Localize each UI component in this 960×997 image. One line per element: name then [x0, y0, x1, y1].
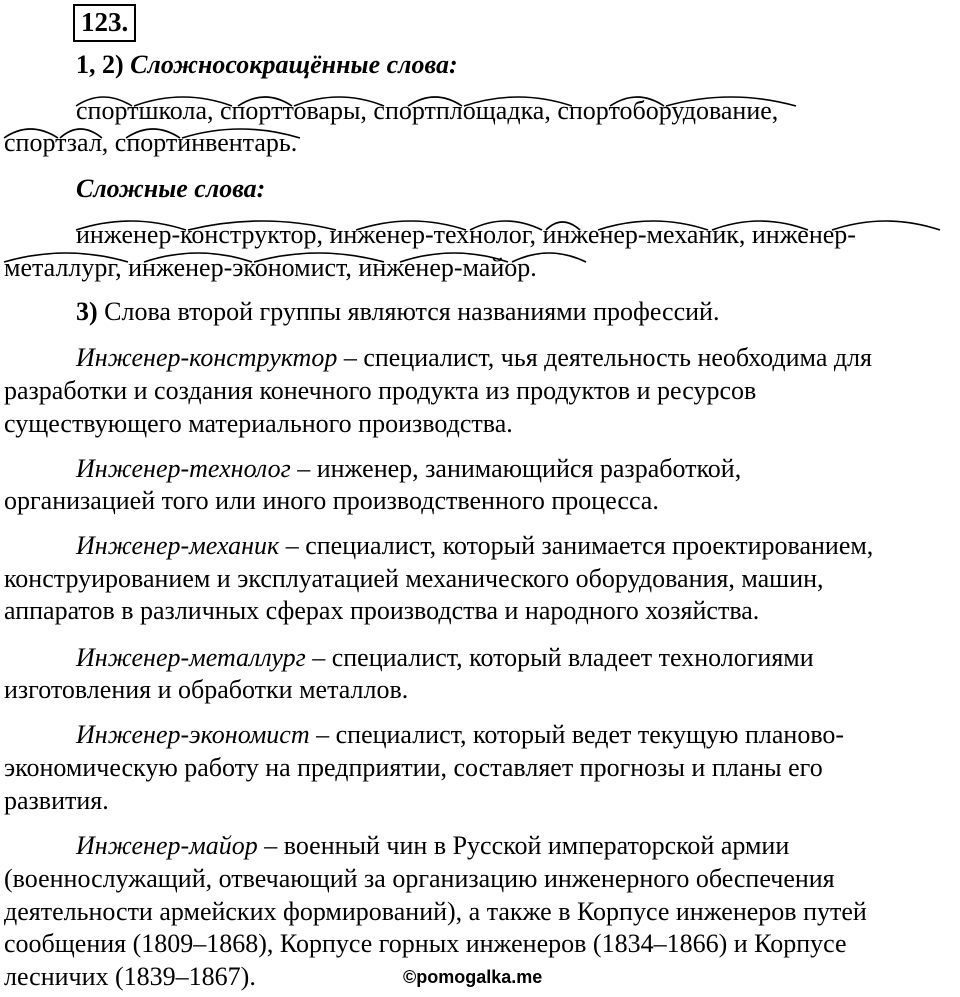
section1-words-line1: спортшкола, спорттовары, спортплощадка, спортоборудование,	[76, 96, 779, 125]
definition-line: организацией того или иного производственного процесса.	[4, 486, 659, 515]
section1-heading	[76, 50, 960, 80]
section1-words-line2: спортзал, спортинвентарь.	[4, 128, 298, 157]
definition-line: развития.	[4, 786, 109, 815]
section2-words-line2: металлург, инженер-экономист, инженер-майор.	[4, 253, 537, 282]
definition-line: деятельности армейских формирований), а также в Корпусе инженеров путей	[4, 897, 867, 926]
definition-term: Инженер-металлург	[76, 643, 306, 672]
definition-first-line	[76, 831, 960, 861]
definition-line: изготовления и обработки металлов.	[4, 675, 409, 704]
section3-text: Слова второй группы являются названиями профессий.	[104, 297, 720, 326]
definition-line: сообщения (1809–1868), Корпусе горных инженеров (1834–1866) и Корпусе	[4, 929, 847, 958]
definition-line: экономическую работу на предприятии, составляет прогнозы и планы его	[4, 753, 823, 782]
definition-text: – специалист, который владеет технологиями	[312, 643, 814, 672]
definition-line: разработки и создания конечного продукта из продуктов и ресурсов	[4, 376, 757, 405]
definition-term: Инженер-технолог	[76, 454, 291, 483]
section3-number: 3)	[76, 297, 98, 326]
section3-statement	[76, 297, 960, 327]
watermark: ©pomogalka.me	[403, 967, 543, 987]
section2-words-line1: инженер-конструктор, инженер-технолог, инженер-механик, инженер-	[76, 220, 856, 249]
definition-line: лесничих (1839–1867).	[4, 962, 256, 991]
definition-text: – инженер, занимающийся разработкой,	[297, 454, 742, 483]
definition-term: Инженер-майор	[76, 831, 258, 860]
exercise-number: 123.	[73, 4, 136, 42]
definition-term: Инженер-экономист	[76, 720, 310, 749]
definition-text: – военный чин в Русской императорской армии	[264, 831, 790, 860]
definition-line: существующего материального производства.	[4, 409, 513, 438]
definition-first-line	[76, 643, 960, 673]
definition-first-line	[76, 343, 960, 373]
definition-first-line	[76, 531, 960, 561]
definition-text: – специалист, который занимается проектированием,	[285, 531, 874, 560]
definition-text: – специалист, чья деятельность необходима для	[343, 343, 873, 372]
section2-heading: Сложные слова:	[76, 174, 266, 203]
definition-first-line	[76, 720, 960, 750]
definition-term: Инженер-механик	[76, 531, 280, 560]
definition-first-line	[76, 454, 960, 484]
definition-line: (военнослужащий, отвечающий за организацию инженерного обеспечения	[4, 864, 835, 893]
section1-heading-title: Сложносокращённые слова:	[130, 50, 458, 79]
definition-line: аппаратов в различных сферах производства и народного хозяйства.	[4, 596, 760, 625]
definition-line: конструированием и эксплуатацией механического оборудования, машин,	[4, 564, 824, 593]
definition-term: Инженер-конструктор	[76, 343, 338, 372]
section1-heading-number: 1, 2)	[76, 50, 124, 79]
definition-text: – специалист, который ведет текущую планово-	[316, 720, 845, 749]
